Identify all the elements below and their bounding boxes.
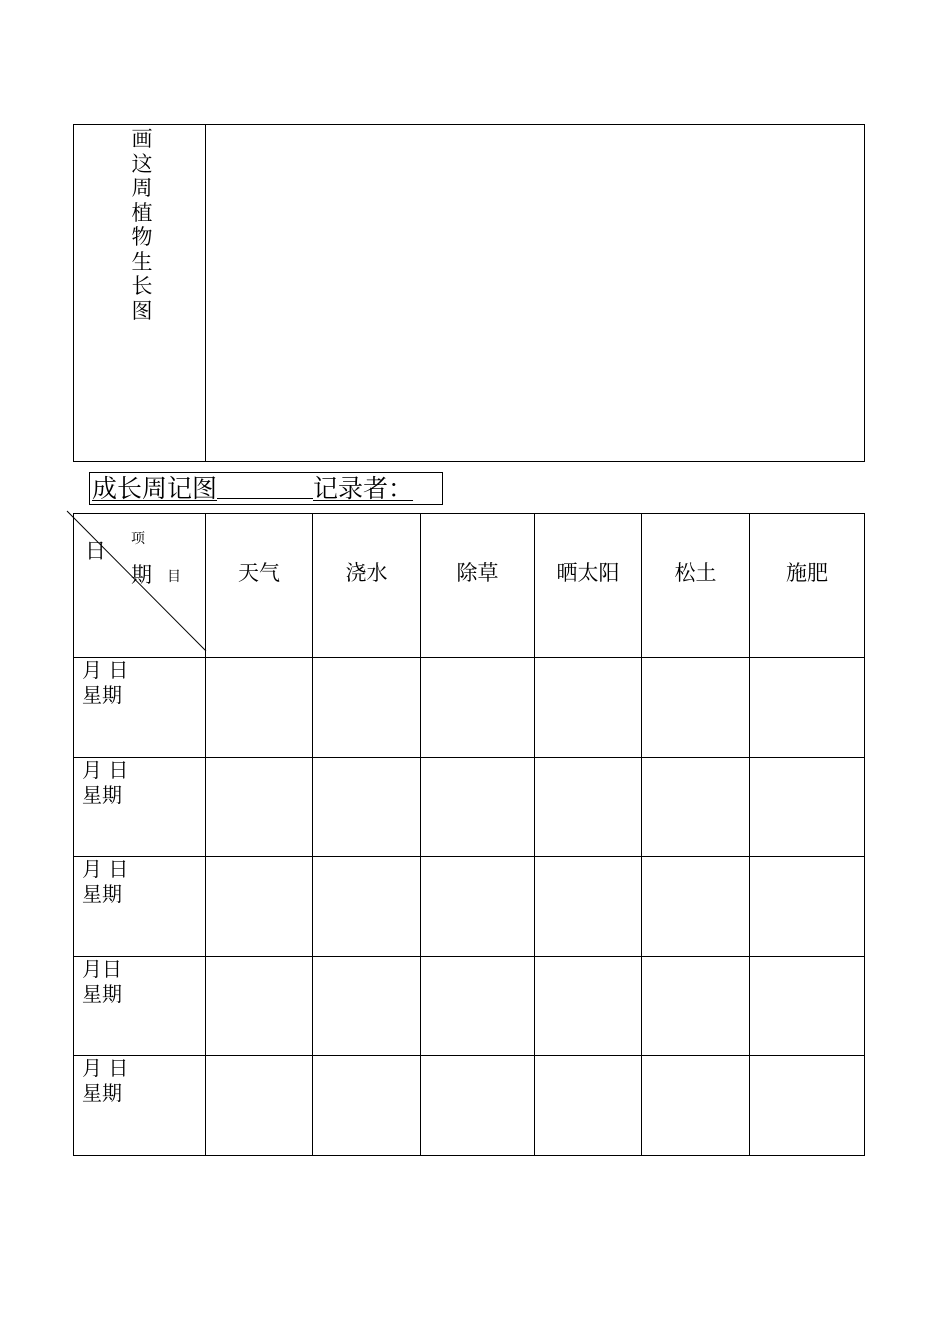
column-header-weeding	[421, 513, 535, 658]
record-cell[interactable]	[750, 1056, 865, 1156]
column-header-loosening-soil	[642, 513, 750, 658]
date-cell	[73, 658, 206, 758]
record-cell[interactable]	[421, 1056, 535, 1156]
record-cell[interactable]	[642, 857, 750, 957]
record-cell[interactable]	[535, 1056, 642, 1156]
date-cell	[73, 1056, 206, 1156]
record-cell[interactable]	[206, 658, 313, 758]
drawing-area[interactable]	[206, 125, 864, 461]
date-month-day: 月 日	[82, 658, 129, 682]
record-cell[interactable]	[313, 758, 421, 857]
record-cell[interactable]	[421, 658, 535, 758]
page-title: 成长周记图	[92, 474, 218, 503]
recorder-label: 记录者：	[313, 474, 414, 503]
column-header-label: 天气	[238, 561, 280, 585]
record-cell[interactable]	[750, 658, 865, 758]
date-month-day: 月 日	[82, 857, 129, 881]
date-weekday: 星期	[82, 982, 122, 1006]
corner-item-top: 项	[131, 531, 145, 547]
record-cell[interactable]	[313, 658, 421, 758]
column-header-weather	[206, 513, 313, 658]
record-cell[interactable]	[642, 957, 750, 1056]
date-weekday: 星期	[82, 683, 122, 707]
record-cell[interactable]	[206, 758, 313, 857]
record-cell[interactable]	[313, 857, 421, 957]
date-month-day: 月日	[82, 957, 122, 981]
record-cell[interactable]	[421, 957, 535, 1056]
title-line	[92, 474, 413, 504]
plant-drawing-box	[73, 124, 865, 462]
drawing-prompt-label: 画这周植物生长图	[131, 127, 153, 323]
record-cell[interactable]	[535, 758, 642, 857]
record-cell[interactable]	[750, 857, 865, 957]
date-cell	[73, 758, 206, 857]
column-header-sunbathing	[535, 513, 642, 658]
record-cell[interactable]	[206, 957, 313, 1056]
corner-date-left: 日	[85, 539, 106, 563]
date-weekday: 星期	[82, 783, 122, 807]
record-cell[interactable]	[642, 758, 750, 857]
growth-record-table	[73, 513, 865, 1156]
date-weekday: 星期	[82, 1081, 122, 1105]
record-cell[interactable]	[313, 957, 421, 1056]
date-cell	[73, 957, 206, 1056]
column-header-label: 松土	[674, 561, 717, 585]
drawing-label-column	[74, 125, 206, 461]
record-cell[interactable]	[421, 758, 535, 857]
record-cell[interactable]	[535, 957, 642, 1056]
date-month-day: 月 日	[82, 1056, 129, 1080]
column-header-fertilizing	[750, 513, 865, 658]
record-cell[interactable]	[313, 1056, 421, 1156]
date-cell	[73, 857, 206, 957]
date-month-day: 月 日	[82, 758, 129, 782]
title-blank	[217, 474, 313, 499]
record-cell[interactable]	[535, 857, 642, 957]
record-cell[interactable]	[750, 957, 865, 1056]
corner-header-cell	[73, 513, 206, 658]
record-cell[interactable]	[642, 1056, 750, 1156]
record-cell[interactable]	[206, 857, 313, 957]
date-weekday: 星期	[82, 882, 122, 906]
column-header-watering	[313, 513, 421, 658]
record-cell[interactable]	[421, 857, 535, 957]
corner-date-bottom: 期	[131, 563, 152, 587]
column-header-label: 浇水	[345, 561, 388, 585]
record-cell[interactable]	[535, 658, 642, 758]
record-cell[interactable]	[206, 1056, 313, 1156]
corner-item-bottom: 目	[167, 569, 181, 585]
record-cell[interactable]	[642, 658, 750, 758]
column-header-label: 晒太阳	[556, 561, 620, 585]
record-cell[interactable]	[750, 758, 865, 857]
column-header-label: 施肥	[786, 561, 828, 585]
column-header-label: 除草	[456, 561, 499, 585]
title-box	[89, 472, 443, 505]
